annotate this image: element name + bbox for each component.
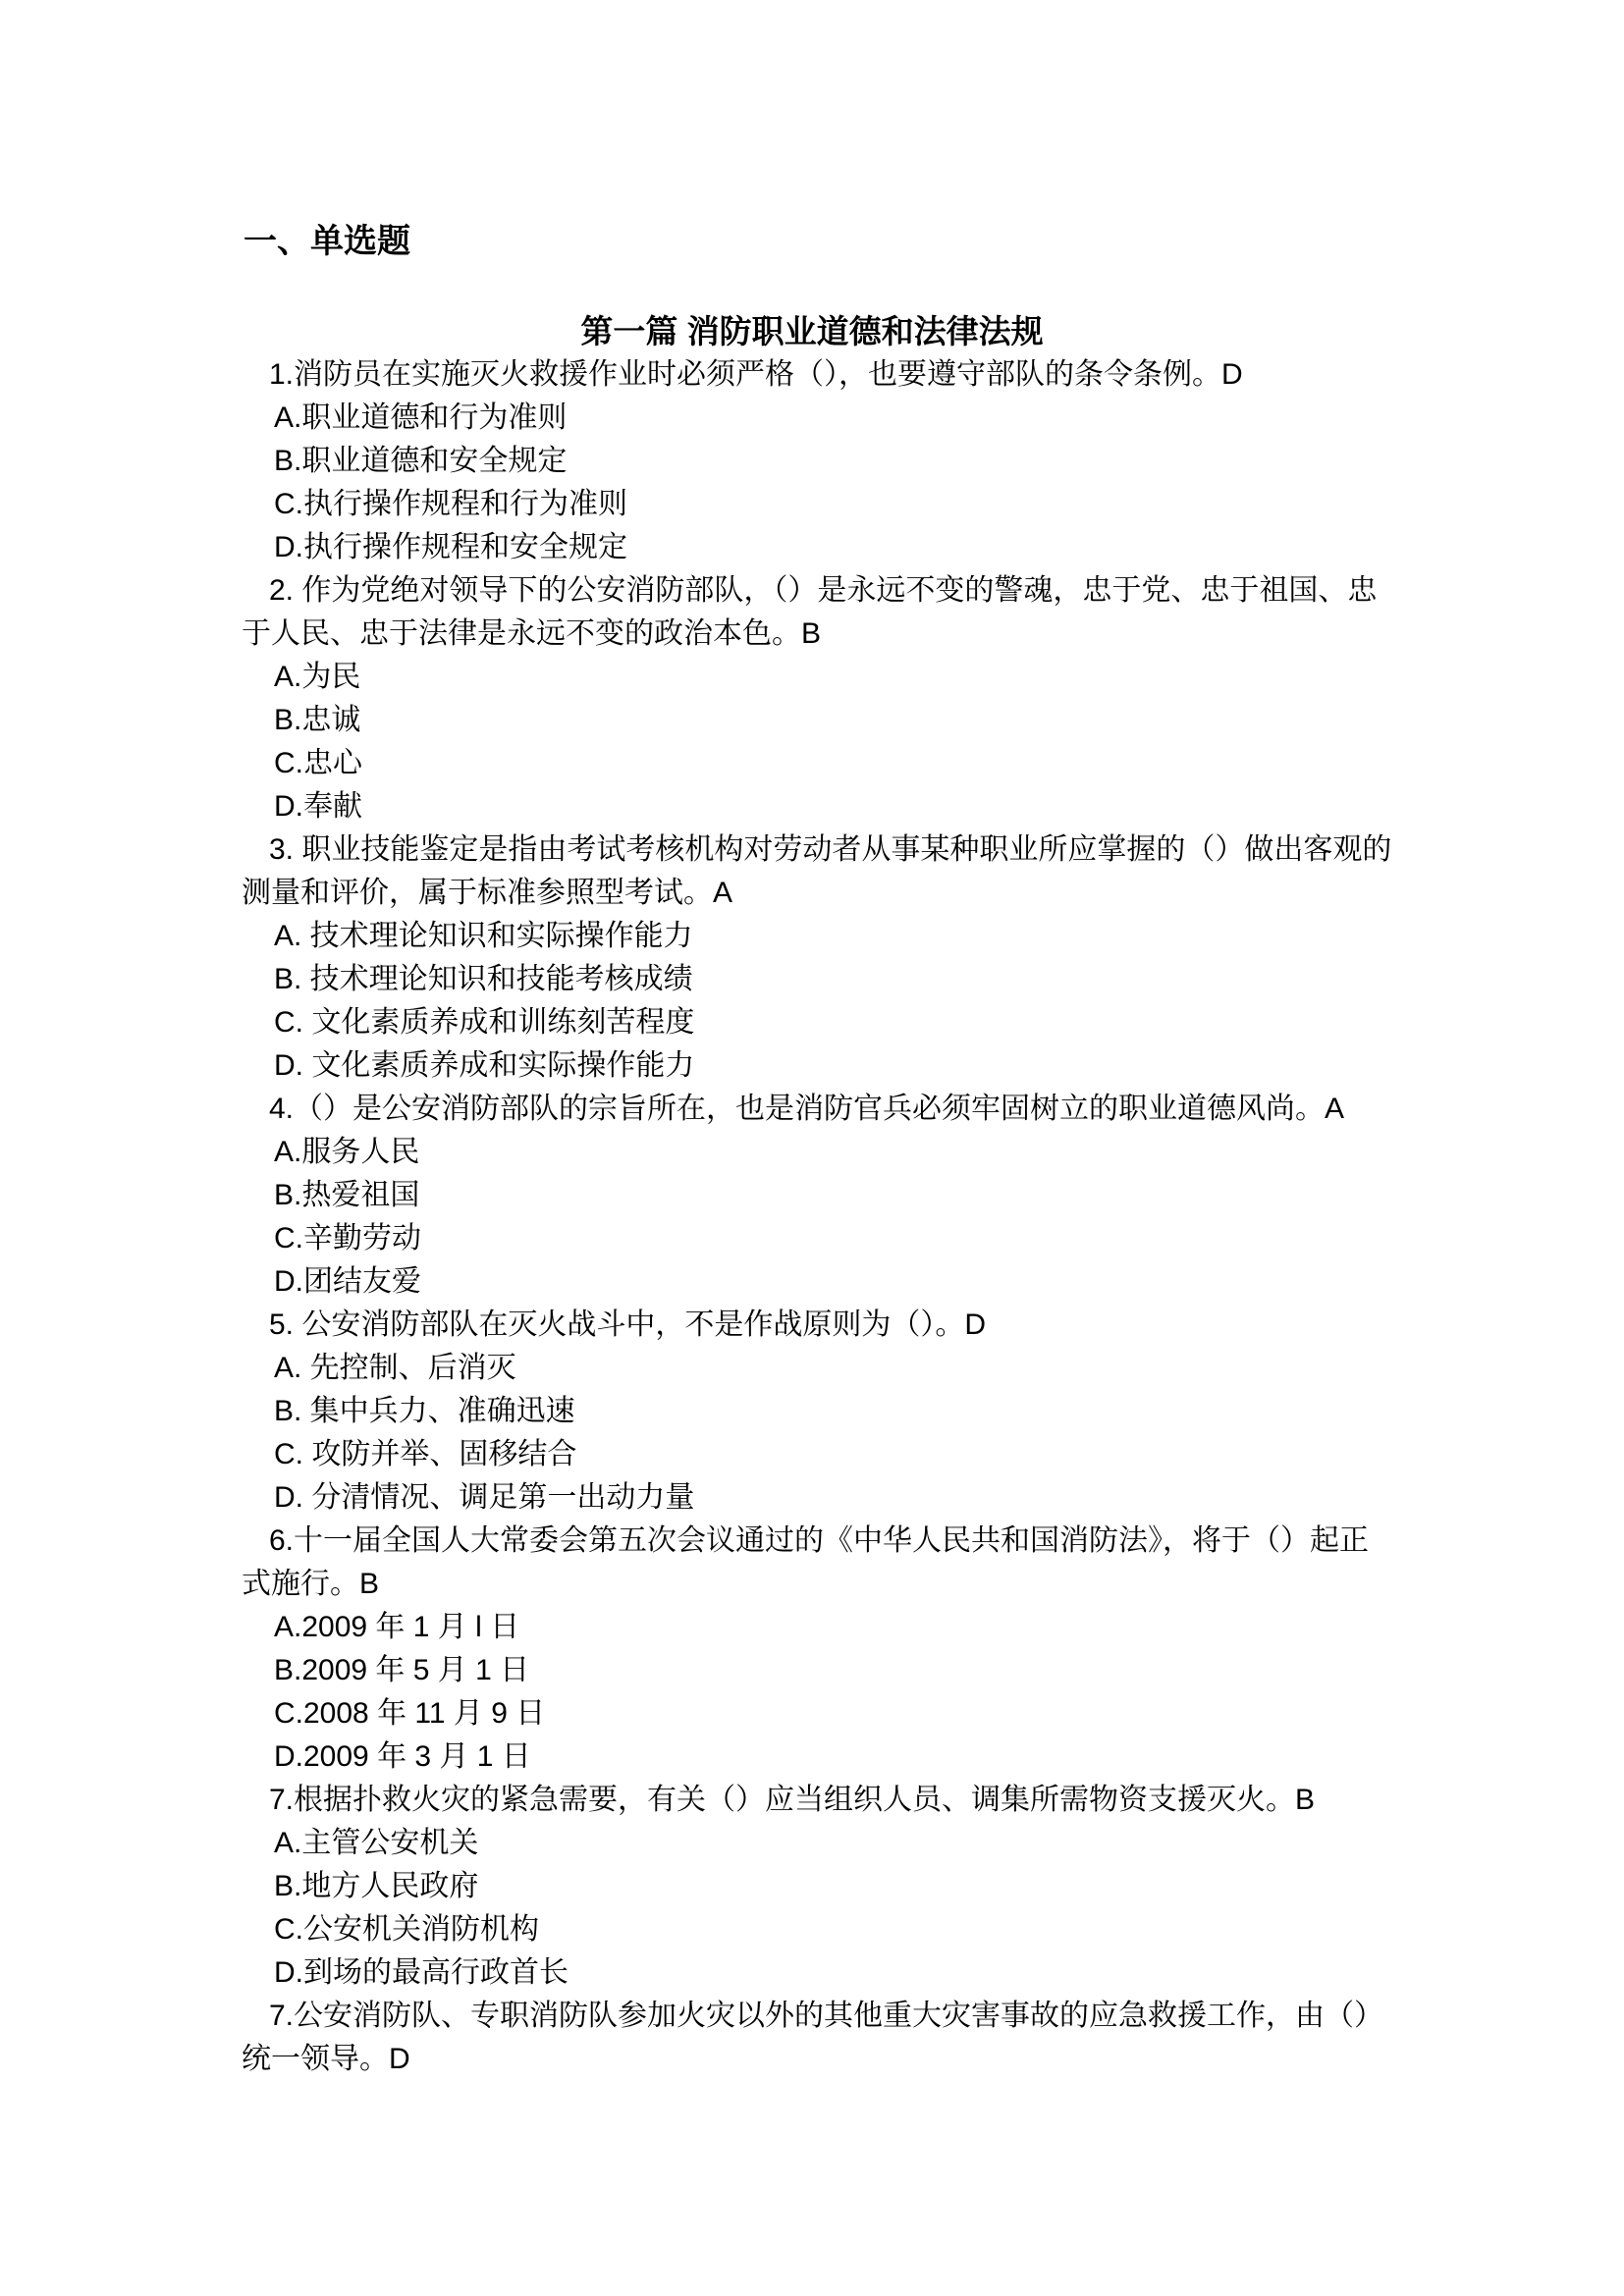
option-line: D.奉献 xyxy=(274,790,362,823)
question-block xyxy=(242,828,1420,1088)
question-stem-line: 统一领导。D xyxy=(242,2043,410,2075)
option-line: D.到场的最高行政首长 xyxy=(274,1956,568,1989)
option-line: C.忠心 xyxy=(274,747,362,779)
question-stem-line: 于人民、忠于法律是永远不变的政治本色。B xyxy=(242,617,822,650)
option-line: C.执行操作规程和行为准则 xyxy=(274,488,627,520)
question-list xyxy=(242,353,1420,2081)
option-line: A.2009 年 1 月 l 日 xyxy=(274,1611,520,1643)
question-stem-line: 4.（）是公安消防部队的宗旨所在，也是消防官兵必须牢固树立的职业道德风尚。A xyxy=(269,1093,1345,1125)
option-line: B.热爱祖国 xyxy=(274,1179,420,1211)
question-stem-line: 6.十一届全国人大常委会第五次会议通过的《中华人民共和国消防法》，将于（）起正 xyxy=(269,1524,1370,1557)
option-line: D.执行操作规程和安全规定 xyxy=(274,531,627,563)
option-line: A. 技术理论知识和实际操作能力 xyxy=(274,920,693,952)
question-block xyxy=(242,353,1420,569)
question-block xyxy=(242,569,1420,828)
option-line: B.忠诚 xyxy=(274,704,361,736)
option-line: C.辛勤劳动 xyxy=(274,1222,421,1255)
option-line: A.为民 xyxy=(274,661,361,693)
option-line: D.团结友爱 xyxy=(274,1265,421,1298)
option-line: C.2008 年 11 月 9 日 xyxy=(274,1697,546,1730)
option-line: B. 技术理论知识和技能考核成绩 xyxy=(274,963,693,995)
option-line: A.服务人民 xyxy=(274,1136,420,1168)
question-stem-line: 7.公安消防队、专职消防队参加火灾以外的其他重大灾害事故的应急救援工作，由（） xyxy=(269,2000,1384,2032)
option-line: C. 文化素质养成和训练刻苦程度 xyxy=(274,1006,695,1039)
option-line: D. 文化素质养成和实际操作能力 xyxy=(274,1049,695,1082)
chapter-title: 第一篇 消防职业道德和法律法规 xyxy=(580,313,1044,349)
option-line: B. 集中兵力、准确迅速 xyxy=(274,1395,575,1427)
question-stem-line: 5. 公安消防部队在灭火战斗中，不是作战原则为（）。D xyxy=(269,1308,987,1341)
question-stem-line: 7.根据扑救火灾的紧急需要，有关（）应当组织人员、调集所需物资支援灭火。B xyxy=(269,1784,1316,1816)
option-line: B.地方人民政府 xyxy=(274,1870,479,1902)
question-block xyxy=(242,1088,1420,1304)
section-heading: 一、单选题 xyxy=(244,223,410,260)
option-line: C.公安机关消防机构 xyxy=(274,1913,539,1946)
question-block xyxy=(242,1779,1420,1995)
question-stem-line: 2. 作为党绝对领导下的公安消防部队，（）是永远不变的警魂，忠于党、忠于祖国、忠 xyxy=(269,574,1378,607)
option-line: B.职业道德和安全规定 xyxy=(274,445,568,477)
question-stem-line: 测量和评价，属于标准参照型考试。A xyxy=(242,877,733,909)
question-block xyxy=(242,1520,1420,1779)
question-stem-line: 1.消防员在实施灭火救援作业时必须严格（），也要遵守部队的条令条例。D xyxy=(269,358,1243,391)
option-line: A. 先控制、后消灭 xyxy=(274,1352,516,1384)
option-line: A.职业道德和行为准则 xyxy=(274,401,568,434)
option-line: D.2009 年 3 月 1 日 xyxy=(274,1740,531,1773)
option-line: A.主管公安机关 xyxy=(274,1827,479,1859)
question-stem-line: 式施行。B xyxy=(242,1568,380,1600)
option-line: C. 攻防并举、固移结合 xyxy=(274,1438,577,1470)
question-stem-line: 3. 职业技能鉴定是指由考试考核机构对劳动者从事某种职业所应掌握的（）做出客观的 xyxy=(269,833,1392,866)
option-line: B.2009 年 5 月 1 日 xyxy=(274,1654,530,1686)
option-line: D. 分清情况、调足第一出动力量 xyxy=(274,1481,695,1514)
question-block xyxy=(242,1995,1420,2081)
question-block xyxy=(242,1304,1420,1520)
